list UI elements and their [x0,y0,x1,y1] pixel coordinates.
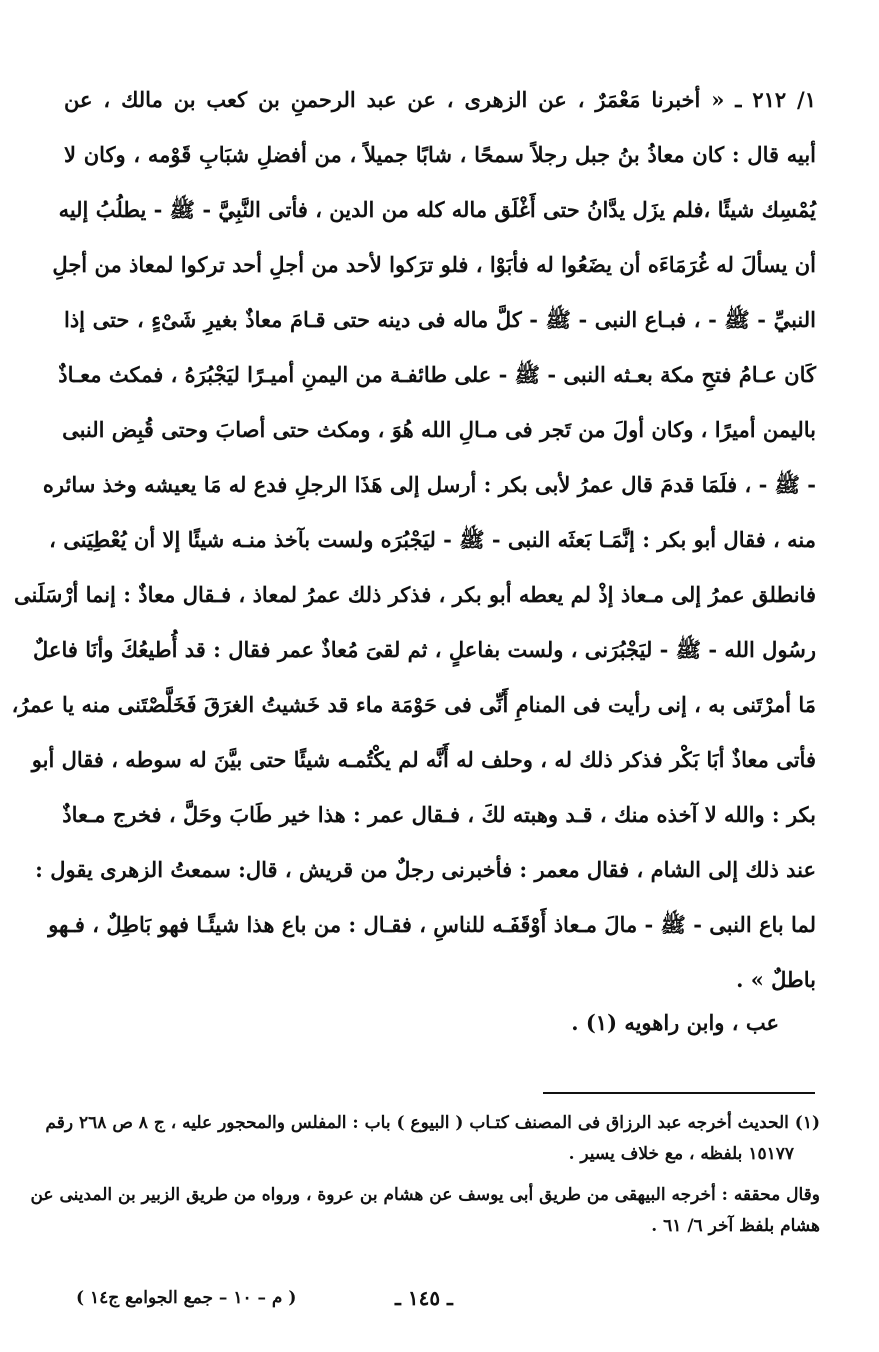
source-attribution: عب ، وابن راهويه (١) . [571,1010,779,1035]
footnote-line: هشام بلفظ آخر ٦/ ٦١ . [651,1216,820,1236]
text-line: أبيه قال : كان معاذُ بنُ جبل رجلاً سمحًا ، شابًا جميلاً ، من أفضلِ شبَابِ قَوْمه ، وكان لا [64,142,817,167]
footnote-divider [543,1092,815,1094]
text-line: لما باع النبى - ﷺ - مالَ مـعاذ أَوْقَفَـه للناسِ ، فقـال : من باع هذا شيئًـا فهو بَاطِلٌ ، فـهو [48,912,816,937]
footnote-line: (١) الحديث أخرجه عبد الرزاق فى المصنف كتـاب ( البيوع ) باب : المفلس والمحجور عليه ، ج ٨ ص ٢٦٨ رقم [45,1113,820,1133]
text-line: كَان عـامُ فتحِ مكة بعـثه النبى - ﷺ - على طائفـة من اليمنِ أميـرًا ليَجْبُرَهُ ، فمكث معـاذٌ [58,362,816,387]
footnotes [30,1108,820,1242]
text-line: - ﷺ - ، فلَمَا قدمَ قال عمرُ لأبى بكر : أرسل إلى هَذَا الرجلِ فدع له مَا يعيشه وخذ سائره [42,472,816,497]
running-footer: ( م – ١٠ – جمع الجوامع ج١٤ ) [76,1288,297,1308]
text-line: مَا أمرْتَنى به ، إنى رأيت فى المنامِ أَنِّى فى حَوْمَة ماء قد خَشيتُ الغرَقَ فَخَلَّصْتَنى منه يا عمرُ، [11,692,816,717]
hadith-text [11,72,817,1007]
text-line: رسُول الله - ﷺ - ليَجْبُرَنى ، ولست بفاعلٍ ، ثم لقىَ مُعاذٌ عمر فقال : قد أُطيعُكَ وأنَا فاعلٌ [33,637,816,662]
footnote-line: ١٥١٧٧ بلفظه ، مع خلاف يسير . [568,1144,794,1164]
text-line: أن يسألَ له غُرَمَاءَه أن يضَعُوا له فأبَوْا ، فلو ترَكوا لأحد من أجلِ أحد تركوا لمعاذ من أجلِ [52,252,816,277]
text-line: فانطلق عمرُ إلى مـعاذ إذْ لم يعطه أبو بكر ، فذكر ذلك عمرُ لمعاذ ، فـقال معاذٌ : إنما أرْسَلَنى [14,582,816,607]
text-line: فأتى معاذٌ أبَا بَكْر فذكر ذلك له ، وحلف له أَنَّه لم يكْتُمـه شيئًا حتى بيَّنَ له سوطه ، فقال أبو [31,747,816,772]
page-number: ـ ١٤٥ ـ [395,1286,453,1310]
text-line: بكر : والله لا آخذه منك ، قـد وهبته لكَ ، فـقال عمر : هذا خير طَابَ وحَلَّ ، فخرج مـعاذٌ [62,802,816,827]
text-line: ١/ ٢١٢ ـ « أخبرنا مَعْمَرٌ ، عن الزهرى ، عن عبد الرحمنِ بن كعب بن مالك ، عن [64,87,816,112]
text-line: باليمن أميرًا ، وكان أولَ من تَجر فى مـالِ الله هُوَ ، ومكث حتى أصابَ وحتى قُبِض النبى [62,417,816,442]
text-line: النبيِّ - ﷺ - ، فبـاع النبى - ﷺ - كلَّ ماله فى دينه حتى قـامَ معاذٌ بغيرِ شَىْءٍ ، حتى إذا [64,307,816,332]
text-line: باطلٌ » . [736,967,816,992]
footnote-line: وقال محققه : أخرجه البيهقى من طريق أبى يوسف عن هشام بن عروة ، ورواه من طريق الزبير بن المدينى عن [30,1185,820,1205]
text-line: منه ، فقال أبو بكر : إنَّمَـا بَعثَه النبى - ﷺ - ليَجْبُرَه ولست بآخذ منـه شيئًا إلا أن يُعْطِيَنى ، [49,527,816,552]
text-line: عند ذلك إلى الشام ، فقال معمر : فأخبرنى رجلٌ من قريش ، قال: سمعتُ الزهرى يقول : [35,857,816,882]
text-line: يُمْسِك شيئًا ،فلم يزَل يدَّانُ حتى أَغْلَق ماله كله من الدين ، فأتى النَّبِيَّ - ﷺ - يطلُبُ إليه [58,197,816,222]
